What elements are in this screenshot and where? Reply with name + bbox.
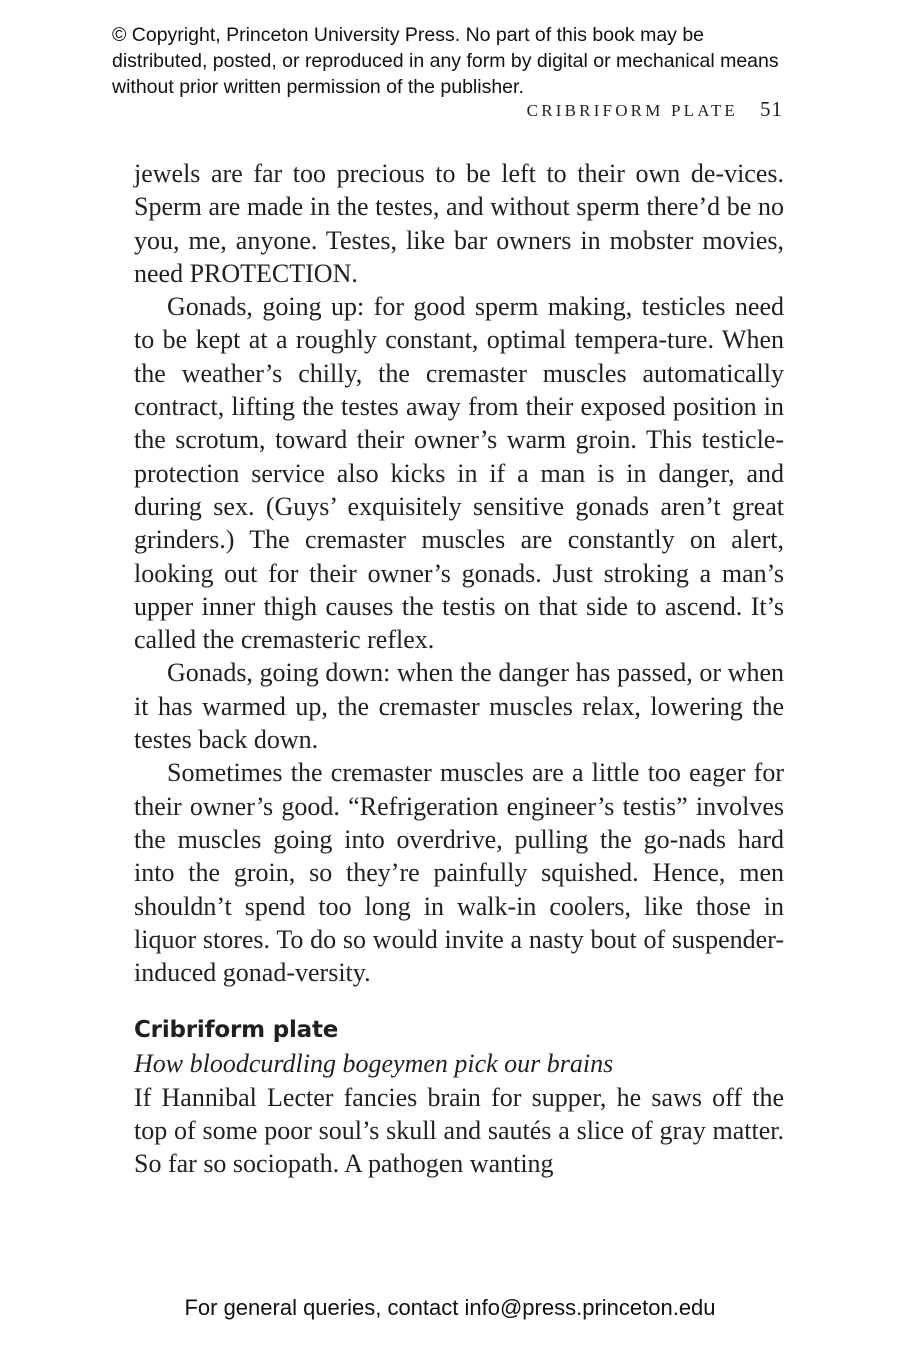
footer-contact: For general queries, contact info@press.princeton.edu <box>184 1295 716 1320</box>
body-paragraph: jewels are far too precious to be left to their own de-vices. Sperm are made in the testes, and without sperm there’d be no you, me, anyone. Testes, like bar owners in mobster movies, need PROTECTION. <box>134 159 784 288</box>
running-title: CRIBRIFORM PLATE <box>526 101 738 120</box>
body-paragraph: Gonads, going down: when the danger has passed, or when it has warmed up, the cremaster muscles relax, lowering the testes back down. <box>134 658 784 755</box>
running-head <box>527 97 783 122</box>
body-paragraph: Gonads, going up: for good sperm making, testicles need to be kept at a roughly constant, optimal tempera-ture. When the weather’s chilly, the cremaster muscles automatically contract, lifting the testes away from their exposed position in the scrotum, toward their owner’s warm groin. This testicle-protection service also kicks in if a man is in danger, and during sex. (Guys’ exquisitely sensitive gonads aren’t great grinders.) The cremaster muscles are constantly on alert, looking out for their owner’s gonads. Just stroking a man’s upper inner thigh causes the testis on that side to ascend. It’s called the cremasteric reflex. <box>134 292 784 655</box>
section-subtitle: How bloodcurdling bogeymen pick our brains <box>134 1049 614 1079</box>
page-number: 51 <box>760 97 783 121</box>
section-paragraph: If Hannibal Lecter fancies brain for supper, he saws off the top of some poor soul’s skull and sautés a slice of gray matter. So far so sociopath. A pathogen wanting <box>134 1082 784 1179</box>
copyright-notice: © Copyright, Princeton University Press. No part of this book may be distributed, posted, or reproduced in any form by digital or mechanical means without prior written permission of the publisher. <box>112 24 779 98</box>
body-paragraph: Sometimes the cremaster muscles are a little too eager for their owner’s good. “Refrigeration engineer’s testis” involves the muscles going into overdrive, pulling the go-nads hard into the groin, so they’re painfully squished. Hence, men shouldn’t spend too long in walk-in coolers, like those in liquor stores. To do so would invite a nasty bout of suspender-induced gonad-versity. <box>134 758 784 988</box>
section-heading: Cribriform plate <box>134 1017 339 1044</box>
page-body <box>134 157 784 1181</box>
